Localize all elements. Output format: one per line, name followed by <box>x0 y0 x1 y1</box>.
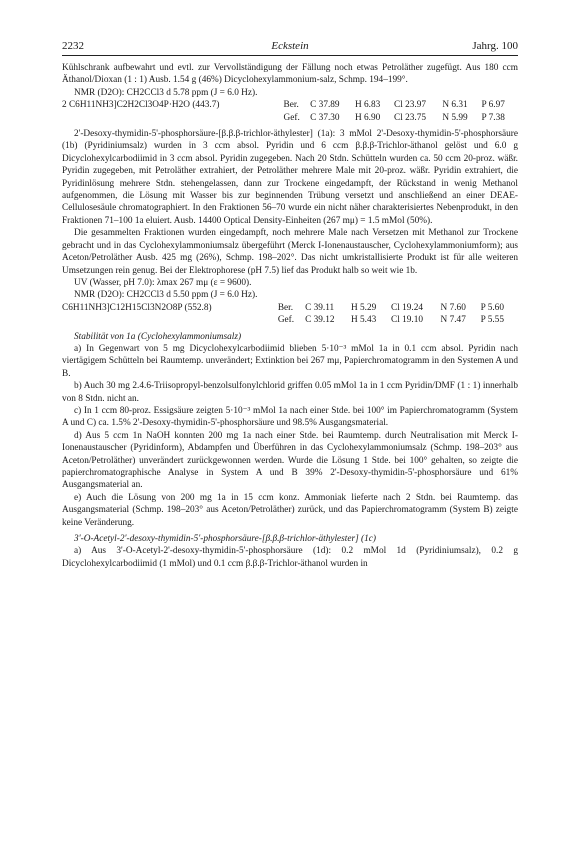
paragraph-workup: Die gesammelten Fraktionen wurden eingedampft, noch mehrere Male nach Versetzen mit Methanol zur Trockene gebracht und in das Cyclohexylammoniumsalz übergeführt (Merck I-Ionenaustauscher, Cyclohexylammoniumform); aus Aceton/Petroläther Ausb. 425 mg (26%), Schmp. 198–202°. Das nicht umkristallisierte Produkt ist für alle weiteren Umsetzungen rein genug. Bei der Elektrophorese (pH 7.5) lief das Produkt halb so weit wie 1b. <box>62 228 518 276</box>
analysis-row-found <box>62 99 518 111</box>
analysis-value: Cl 19.10 <box>391 315 424 326</box>
analysis-row-calc <box>62 112 518 124</box>
page-number: 2232 <box>62 40 84 52</box>
analysis-value: N 5.99 <box>442 112 468 123</box>
volume-label: Jahrg. 100 <box>472 40 518 52</box>
paragraph-1c-a: a) Aus 3'-O-Acetyl-2'-desoxy-thymidin-5'-phosphorsäure (1d): 0.2 mMol 1d (Pyridiniumsalz), 0.2 g Dicyclohexylcarbodiimid (1 mMol) und 0.1 ccm β.β.β-Trichlor-äthanol wurden in <box>62 546 518 569</box>
analysis-value: H 6.83 <box>354 100 381 111</box>
analysis-label: Gef. <box>277 315 295 326</box>
journal-page <box>62 40 518 570</box>
analysis-label: Ber. <box>283 100 299 111</box>
stability-item-e: e) Auch die Lösung von 200 mg 1a in 15 ccm konz. Ammoniak lieferte nach 2 Stdn. bei Raumtemp. das Ausgangsmaterial (Schmp. 198–203° aus Aceton/Petroläther) zurück, und das Papierchromatogramm (System B) zeigte keine Veränderung. <box>62 492 518 528</box>
analysis-value: C 37.30 <box>310 112 340 123</box>
analysis-value: P 5.60 <box>480 302 504 313</box>
section-heading-1c: 3'-O-Acetyl-2'-desoxy-thymidin-5'-phosphorsäure-[β.β.β-trichlor-äthylester] (1c) <box>74 534 377 545</box>
analysis-value: P 5.55 <box>480 315 504 326</box>
section-heading-stability: Stabilität von 1a (Cyclohexylammoniumsalz) <box>74 331 242 342</box>
stability-item-b: b) Auch 30 mg 2.4.6-Triisopropyl-benzolsulfonylchlorid griffen 0.05 mMol 1a in 1 ccm Pyridin/DMF (1 : 1) innerhalb von 8 Stdn. nicht an. <box>62 381 518 404</box>
paragraph-precipitation: Kühlschrank aufbewahrt und evtl. zur Vervollständigung der Fällung noch etwas Petroläther zugefügt. Aus 180 ccm Äthanol/Dioxan (1 : 1) Ausb. 1.54 g (46%) Dicyclohexylammonium-salz, Schmp. 194–199°. <box>62 63 518 86</box>
paragraph-synthesis-1a: 2'-Desoxy-thymidin-5'-phosphorsäure-[β.β.β-trichlor-äthylester] (1a): 3 mMol 2'-Desoxy-thymidin-5'-phosphorsäure (1b) (Pyridiniumsalz) wurden in 3 ccm absol. Pyridin und 6 ccm β.β.β-Trichlor-äthanol gelöst und 6.0 g Dicyclohexylcarbodiimid in 3 ccm absol. Pyridin zugegeben. Nach 20 Stdn. Schütteln wurden ca. 50 ccm 20-proz. wäßr. Pyridin zugegeben, mit Petroläther extrahiert, der Petroläther mehrere Male mit 20-proz. wäßr. Pyridin extrahiert, die Pyridinlösung mehrere Stdn. stehengelassen, dann zur Trockene eingedampft, der Rückstand in wenig Methanol aufgenommen, die Lösung mit Wasser bis zur beginnenden Trübung versetzt und anschließend an einer DEAE-Cellulosesäule chromatographiert. In den Fraktionen 56–70 wurde ein nicht näher charakterisiertes Nebenprodukt, in den Fraktionen 71–100 1a eluiert. Ausb. 14400 Optical Density-Einheiten (267 mμ) = 1.5 mMol (50%). <box>62 129 518 226</box>
analysis-value: N 7.60 <box>440 302 466 313</box>
analysis-value: Cl 19.24 <box>391 302 424 313</box>
analysis-row-found <box>62 302 518 314</box>
analysis-value: C 39.12 <box>305 315 335 326</box>
analysis-value: H 6.90 <box>354 112 381 123</box>
analysis-value: P 6.97 <box>481 100 505 111</box>
analysis-value: H 5.29 <box>350 302 377 313</box>
body-text <box>62 62 518 570</box>
analysis-value: H 5.43 <box>350 315 377 326</box>
elemental-analysis-1 <box>62 99 518 124</box>
analysis-value: N 7.47 <box>440 315 466 326</box>
analysis-value: C 37.89 <box>310 100 340 111</box>
analysis-value: Cl 23.97 <box>394 100 427 111</box>
analysis-label: Ber. <box>277 302 294 313</box>
running-header <box>62 40 518 56</box>
analysis-value: C 39.11 <box>305 302 335 313</box>
nmr-line-2: NMR (D2O): CH2CCl3 d 5.50 ppm (J = 6.0 Hz). <box>74 290 258 301</box>
analysis-label: Gef. <box>283 112 300 123</box>
running-author: Eckstein <box>271 40 309 52</box>
analysis-formula: 2 C6H11NH3]C2H2Cl3O4P·H2O (443.7) <box>62 100 220 111</box>
stability-item-d: d) Aus 5 ccm 1n NaOH konnten 200 mg 1a nach einer Stde. bei Raumtemp. durch Neutralisation mit Merck I-Ionenaustauscher (Pyridinform), Abdampfen und Überführen in das Cyclohexylammoniumsalz (Schmp. 198–203° aus Aceton/Petroläther) unverändert zurückgewonnen werden. Wurde die Lösung 1 Stde. bei 100° gehalten, so zeigte die papierchromatographische Analyse in System A und B 39% 2'-Desoxy-thymidin-5'-phosphorsäure und 61% Ausgangsmaterial an. <box>62 430 518 491</box>
uv-line: UV (Wasser, pH 7.0): λmax 267 mμ (ε = 9600). <box>74 277 252 288</box>
analysis-value: N 6.31 <box>442 100 468 111</box>
stability-item-c: c) In 1 ccm 80-proz. Essigsäure zeigten 5·10⁻³ mMol 1a nach einer Stde. bei 100° im Papierchromatogramm (System A und C) ca. 1.5% 2'-Desoxy-thymidin-5'-phosphorsäure und 98.5% Ausgangsmaterial. <box>62 405 518 429</box>
analysis-value: Cl 23.75 <box>394 112 427 123</box>
elemental-analysis-2 <box>62 302 518 327</box>
stability-item-a: a) In Gegenwart von 5 mg Dicyclohexylcarbodiimid blieben 5·10⁻³ mMol 1a in 0.1 ccm absol. Pyridin nach viertägigem Schütteln bei Raumtemp. unverändert; Extinktion bei 267 mμ, Papierchromatogramm in den Systemen A und B. <box>62 343 518 379</box>
nmr-line-1: NMR (D2O): CH2CCl3 d 5.78 ppm (J = 6.0 Hz). <box>74 87 258 98</box>
analysis-row-calc <box>62 314 518 326</box>
analysis-formula: C6H11NH3]C12H15Cl3N2O8P (552.8) <box>62 302 212 313</box>
analysis-value: P 7.38 <box>481 112 505 123</box>
